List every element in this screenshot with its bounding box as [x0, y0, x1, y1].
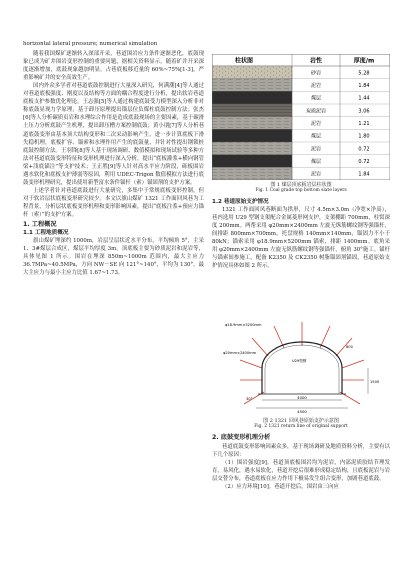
- figure-2: [222, 318, 382, 414]
- strata-column-table: [212, 54, 390, 180]
- header-column: 柱状图: [234, 57, 254, 65]
- label-width-bottom: 4500: [297, 409, 307, 414]
- strata-swatch: [212, 66, 292, 79]
- label-angle: 30°: [246, 397, 253, 401]
- header-thickness: 厚度/m: [353, 57, 375, 65]
- left-column: [23, 40, 204, 277]
- intro-paragraph-1: 随着我国煤矿逐渐转入深部开采，巷道围岩应力条件逐渐恶化，底鼓现象已成为矿井围岩变形控制的重要问题，据相关资料显示，随着矿井开采深度逐渐增加，底鼓现象越加明显，占巷底板移近量的 60%~75%[1-3]，严重影响矿井的安全高效生产。: [23, 51, 204, 82]
- strata-thickness-label: 1.84: [358, 83, 370, 89]
- strata-rock-label: 砂岩: [310, 70, 322, 77]
- english-keywords: horizontal lateral pressure; numerical simulation: [23, 41, 158, 47]
- arch-outline: [262, 342, 342, 394]
- strata-rock-label: 煤层: [310, 133, 322, 140]
- roadway-support-diagram: [222, 318, 382, 414]
- mechanism-point-1: （1）围岩强度[9]。巷道顶底板围岩均为泥岩，内部泥质胶结节理发育，易风化，遇水易软化，巷道开挖后很难形成稳定结构，且底板泥岩与岩层交替分布，巷道底板在应力作用下极易发生组合变形，加剧巷道底鼓。: [212, 460, 390, 483]
- label-spacing: 800: [346, 345, 353, 349]
- anchor-bolts: [240, 322, 364, 404]
- mechanism-intro: 巷道底鼓变形影响因素众多，基于现场调研及地质资料分析，主要有以下几个原因：: [212, 444, 390, 459]
- label-width-mid: 4000: [297, 395, 307, 400]
- strata-thickness-label: 1.44: [358, 95, 370, 102]
- strata-thickness-label: 1.21: [358, 121, 370, 127]
- strata-rock-label: 煤层: [310, 159, 322, 165]
- label-anchor-top: φ18.9mm×5200mm: [225, 323, 262, 327]
- figure-2-caption: 图 2 1321 回风巷原始支护示意图: [263, 418, 339, 424]
- right-column-upper: [212, 198, 390, 270]
- strata-rock-label: 泥岩: [310, 171, 322, 178]
- strata-swatch: [212, 167, 292, 180]
- strata-rock-label: 泥岩: [310, 146, 322, 153]
- figure-1: [212, 54, 390, 180]
- strata-thickness-label: 1.84: [358, 171, 370, 178]
- right-column-lower: [212, 434, 390, 491]
- subsection-heading-1-1: 1.1 工程地质概况: [23, 230, 69, 237]
- section-heading-1: 1. 工程概况: [23, 221, 57, 229]
- strata-rock-label: 泥岩: [310, 83, 322, 89]
- label-anchor-left: φ20mm×2400mm: [223, 351, 257, 355]
- strata-thickness-label: 3.06: [358, 108, 370, 115]
- strata-swatch: [212, 104, 292, 117]
- intro-paragraph-2: 国内外众多学者对巷道底鼓控制进行大量深入研究，何满潮[4]等人通过对巷道底板强度、刚度以及结构等方面的耦合程度进行分析，提出软岩巷道底板支护参数优化理论。王志强[5]等人通过构建底鼓受力模型深入分析非对称底鼓显现力学原理，基于卸压原理提出锚层位负煤柱底鼓控制方法；张杰[6]等人分析碳质页岩和水理综合作用是造成底鼓现场的主要因素，基于碳滑土压力分析底鼓产生机理，提出卸压槽方案控制底鼓；黄小朋[7]等人分析巷道底鼓变形由基本顶大结构变形和二次采动影响产生，进一步计算底板下滑失稳机理，底板扩容、锚索和水理作用产生的底鼓量，并针对性提出钢锁桩底鼓控制方法。王羽锋[8]等人基于现场调研、数值模拟和现场试验等多种方法对巷道底鼓变形特征和变形机理进行深入分析，提出“底板灌浆+横向钢管梁+浅底锚注”等支护技术；王正胜[9]等人针对高水平应力阶段，砾板围岩遇水软化和底板支护薄弱等原因，利用 UDEC-Trigon 数值模拟方法进行底鼓变形机理研究，提出使用新型富水条件锚杆（索）锚固剂的支护方案。: [23, 83, 204, 186]
- strata-thickness-label: 0.72: [358, 146, 370, 153]
- header-lithology: 岩性: [309, 57, 323, 65]
- figure-2-caption-en: Fig. 2 1321 return line of original support: [254, 424, 348, 429]
- strata-swatch: [212, 129, 292, 142]
- strata-rock-label: 煤层: [310, 95, 322, 102]
- strata-swatch: [212, 91, 292, 104]
- strata-thickness-label: 5.28: [358, 70, 370, 77]
- strata-thickness-label: 1.80: [358, 133, 370, 140]
- strata-rock-label: 炭质泥岩: [305, 108, 327, 115]
- strata-swatch: [212, 117, 292, 130]
- section-heading-2: 2. 底鼓变形机理分析: [212, 434, 271, 441]
- mechanism-point-2: （2）应力环境[10]。巷道开挖后，围岩由三向应: [222, 484, 339, 491]
- label-height-side: 1500: [370, 380, 380, 384]
- intro-paragraph-3: 上述学者针对巷道底鼓进行大量研究，多集中于常规底板变形控制，但对于软岩层状底板变形研究较少。本文以旗山煤矿 1321 工作面回风巷为工程背景，分析层状底板变形机理和变形影响因素，提出“底板注浆+预应力锚杆（索）”的支护方案。: [23, 187, 204, 218]
- strata-thickness-label: 0.72: [358, 159, 370, 165]
- label-u-steel: U29型钢: [292, 359, 307, 363]
- figure-1-caption-en: Fig. 1 Coal grade top bottom slate layers: [255, 188, 347, 193]
- strata-rows: [212, 66, 390, 180]
- geology-paragraph: 旗山煤矿埋深约 1000m，岩层呈层状近水平分布，平均倾角 5°，主采 1、3#煤层合成区，煤层平均厚度 3m。顶底板主要为砂质泥岩和泥岩等，具体见图 1 所示。围岩在埋深 850m~1000m 范围内，最大主应力 36.7MPa~40.5MPa，方向 NW－SE 向 121°~140°，平均为 130°，最大主应力与最小主应力比值 1.67~1.73。: [23, 238, 204, 277]
- strata-rock-label: 泥岩: [310, 121, 322, 127]
- strata-swatch: [212, 79, 292, 92]
- support-paragraph: 1321 工作面回风巷断面为拱形，尺寸 4.5m×3.0m（净宽×净高），巷内选用 U29 型钢支架配合金属菱形网支护，支架棚距 700mm，柱窝深度 200mm。两帮采用 φ20mm×2400mm 左旋无纵筋螺纹钢等强锚杆，间排距 800mm×700mm，托盘规格 140mm×140mm，锚固力不小于 80kN；锚索采用 φ18.9mm×5200mm 锚索，排距 1400mm。底角采用 φ20mm×2400mm 左旋无纵筋螺纹钢等强锚杆，俯角 30°施工。锚杆与锚索间参施工，配备 K2350 及 CK2350 树脂锚固剂锚固，巷道原始支护情况具体如图 2 所示。: [212, 207, 390, 270]
- strata-swatch: [212, 155, 292, 168]
- subsection-heading-1-2: 1.2 巷道原始支护情况: [212, 199, 269, 205]
- strata-swatch: [212, 142, 292, 155]
- figure-1-caption: 图 1 煤层顶底板岩层柱状图: [270, 182, 332, 188]
